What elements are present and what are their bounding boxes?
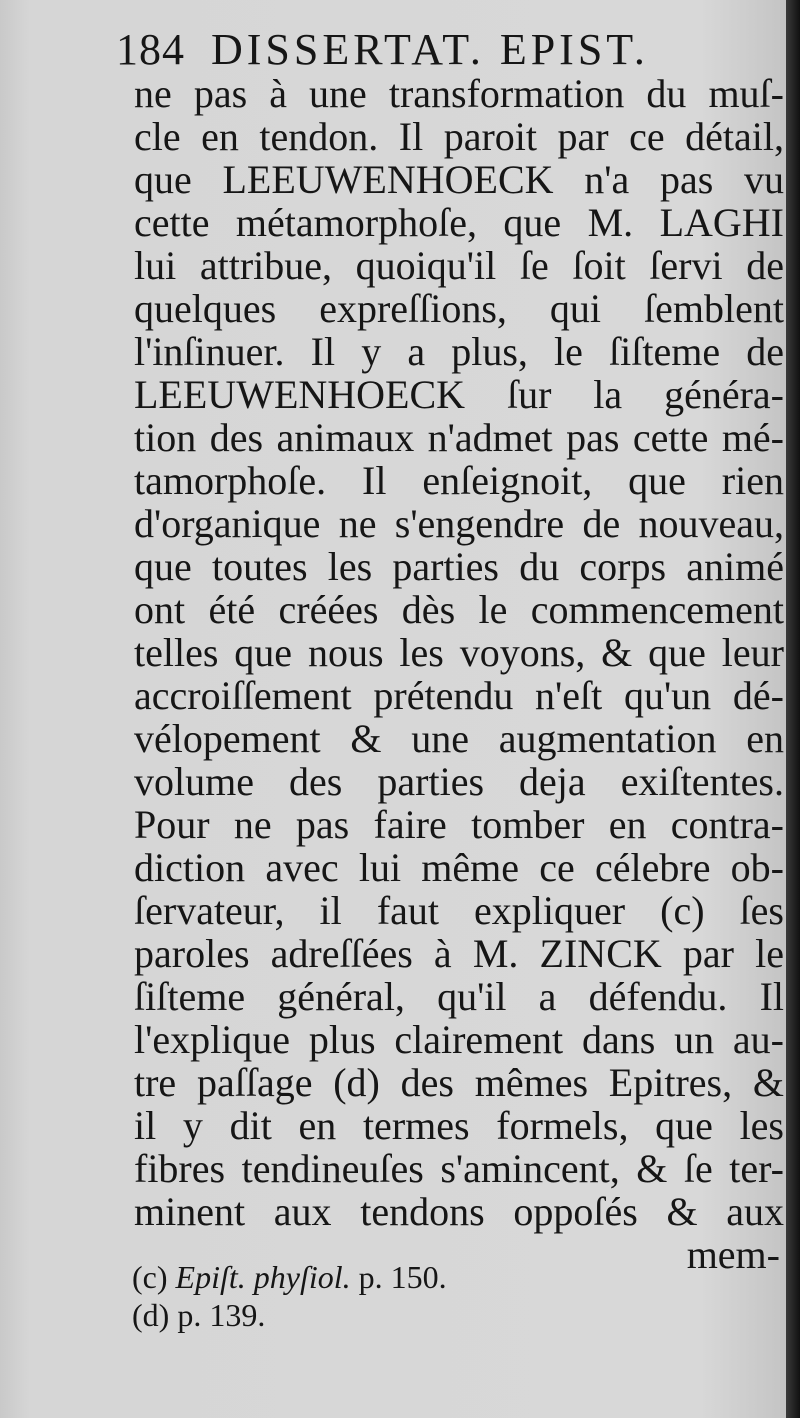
footnote-source: Epiſt. phyſiol. [175,1259,351,1295]
text-line: paroles adreſſées à M. ZINCK par le [134,931,784,976]
footnotes [132,1258,447,1334]
text-line: tamorphoſe. Il enſeignoit, que rien [134,458,784,503]
text-line: volume des parties deja exiſtentes. [134,759,784,804]
text-line: cette métamorphoſe, que M. LAGHI [134,200,784,245]
text-line: Pour ne pas faire tomber en contra- [134,802,784,847]
text-line: accroiſſement prétendu n'eſt qu'un dé- [134,673,784,718]
text-line: d'organique ne s'engendre de nouveau, [134,501,784,546]
text-line: quelques expreſſions, qui ſemblent [134,286,784,331]
footnote-marker: (d) [132,1297,170,1333]
footnote-d [132,1296,447,1334]
catchword: mem- [686,1232,780,1277]
text-line: l'explique plus clairement dans un au- [134,1017,784,1062]
text-line: tre paſſage (d) des mêmes Epitres, & [134,1060,784,1105]
page-edge-shadow [786,0,800,1418]
text-line: ſervateur, il faut expliquer (c) ſes [134,888,784,933]
page-number: 184 [116,25,185,74]
text-line: ne pas à une transformation du muſ- [134,71,784,116]
text-line: ſiſteme général, qu'il a défendu. Il [134,974,784,1019]
footnote-page: p. 150. [358,1259,447,1295]
footnote-c [132,1258,447,1296]
text-line: l'inſinuer. Il y a plus, le ſiſteme de [134,329,784,374]
text-line: ont été créées dès le commencement [134,587,784,632]
text-line: cle en tendon. Il paroit par ce détail, [134,114,784,159]
footnote-page: p. 139. [177,1297,266,1333]
text-line: LEEUWENHOECK ſur la généra- [134,372,784,417]
footnote-marker: (c) [132,1259,168,1295]
text-line: telles que nous les voyons, & que leur [134,630,784,675]
running-head: DISSERTAT. EPIST. [211,25,649,74]
text-line: lui attribue, quoiqu'il ſe ſoit ſervi de [134,243,784,288]
text-line: fibres tendineuſes s'amincent, & ſe ter- [134,1146,784,1191]
text-line: que LEEUWENHOECK n'a pas vu [134,157,784,202]
text-line: vélopement & une augmentation en [134,716,784,761]
body-text [134,72,784,1276]
text-line: il y dit en termes formels, que les [134,1103,784,1148]
text-line: minent aux tendons oppoſés & aux [134,1189,784,1234]
text-line: diction avec lui même ce célebre ob- [134,845,784,890]
text-line: que toutes les parties du corps animé [134,544,784,589]
text-line: tion des animaux n'admet pas cette mé- [134,415,784,460]
